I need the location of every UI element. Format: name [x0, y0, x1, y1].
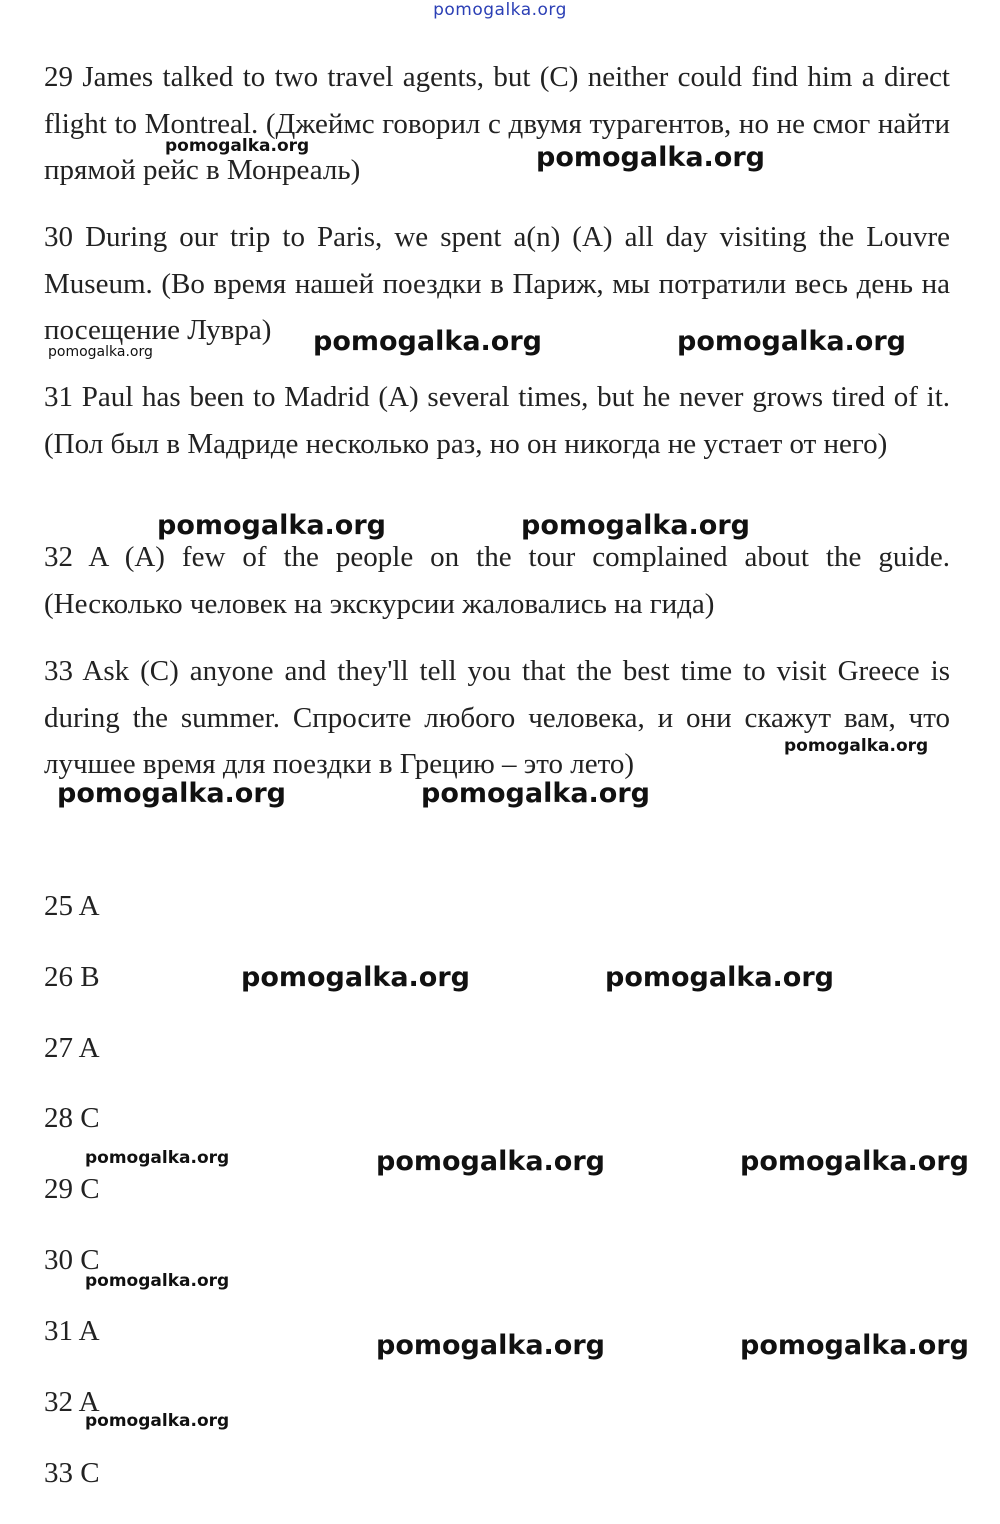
- answer-31: 31 A: [44, 1315, 100, 1347]
- header-site-link[interactable]: pomogalka.org: [433, 0, 567, 20]
- exercise-30: 30 During our trip to Paris, we spent a(n) (A) all day visiting the Louvre Museum. (Во время нашей поездки в Париж, мы потратили весь день на посещение Лувра): [44, 221, 950, 346]
- answer-32: 32 A: [44, 1386, 100, 1418]
- watermark: pomogalka.org: [165, 136, 310, 156]
- watermark: pomogalka.org: [57, 778, 286, 809]
- watermark: pomogalka.org: [85, 1271, 230, 1291]
- watermark: pomogalka.org: [536, 142, 765, 173]
- answer-26: 26 B: [44, 961, 100, 993]
- answer-29: 29 C: [44, 1173, 100, 1205]
- watermark: pomogalka.org: [48, 344, 153, 360]
- watermark: pomogalka.org: [740, 1330, 969, 1361]
- watermark: pomogalka.org: [740, 1146, 969, 1177]
- watermark: pomogalka.org: [376, 1330, 605, 1361]
- exercise-29: 29 James talked to two travel agents, but (C) neither could find him a direct flight to Montreal. (Джеймс говорил с двумя турагентов, но не смог найти прямой рейс в Монреаль): [44, 61, 950, 186]
- watermark: pomogalka.org: [157, 510, 386, 541]
- watermark: pomogalka.org: [784, 736, 929, 756]
- watermark: pomogalka.org: [241, 962, 470, 993]
- watermark: pomogalka.org: [85, 1411, 230, 1431]
- answer-30: 30 C: [44, 1244, 100, 1276]
- answer-33: 33 C: [44, 1457, 100, 1489]
- watermark: pomogalka.org: [521, 510, 750, 541]
- watermark: pomogalka.org: [376, 1146, 605, 1177]
- watermark: pomogalka.org: [677, 326, 906, 357]
- answer-28: 28 C: [44, 1102, 100, 1134]
- exercise-32: 32 A (A) few of the people on the tour complained about the guide. (Несколько человек на экскурсии жаловались на гида): [44, 541, 950, 620]
- watermark: pomogalka.org: [605, 962, 834, 993]
- exercise-31: 31 Paul has been to Madrid (A) several times, but he never grows tired of it. (Пол был в Мадриде несколько раз, но он никогда не устает от него): [44, 381, 950, 460]
- watermark: pomogalka.org: [313, 326, 542, 357]
- answer-27: 27 A: [44, 1032, 100, 1064]
- watermark: pomogalka.org: [85, 1148, 230, 1168]
- answer-25: 25 A: [44, 890, 100, 922]
- exercise-33: 33 Ask (C) anyone and they'll tell you that the best time to visit Greece is during the summer. Спросите любого человека, и они скажут вам, что лучшее время для поездки в Грецию – это лето): [44, 655, 950, 780]
- watermark: pomogalka.org: [421, 778, 650, 809]
